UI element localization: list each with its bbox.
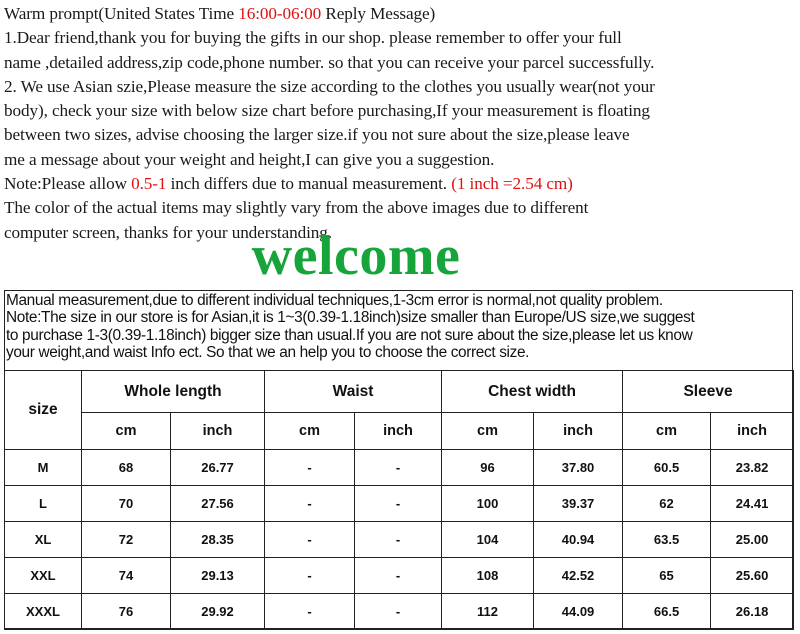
- size-label: XL: [5, 522, 82, 558]
- table-cell: 25.60: [711, 558, 794, 594]
- size-note-line-4: your weight,and waist Info ect. So that we an help you to choose the correct size.: [6, 344, 530, 362]
- notice-line-4: 2. We use Asian szie,Please measure the size according to the clothes you usually wear(not your: [4, 76, 655, 96]
- table-cell: -: [265, 558, 355, 594]
- size-chart-note: [6, 292, 792, 362]
- size-note-line-1: Manual measurement,due to different individual techniques,1-3cm error is normal,not quality problem.: [6, 292, 663, 309]
- table-cell: -: [355, 486, 442, 522]
- table-cell: 108: [442, 558, 534, 594]
- table-cell: 26.18: [711, 594, 794, 630]
- table-group-header-row: [5, 371, 794, 413]
- notice-line-3: name ,detailed address,zip code,phone number. so that you can receive your parcel successfully.: [4, 52, 655, 72]
- unit-header: inch: [534, 413, 623, 450]
- table-cell: 40.94: [534, 522, 623, 558]
- table-cell: -: [265, 522, 355, 558]
- shop-notice: [4, 2, 796, 245]
- table-cell: 27.56: [171, 486, 265, 522]
- table-unit-header-row: [5, 413, 794, 450]
- table-cell: 28.35: [171, 522, 265, 558]
- inch-conversion-highlight: (1 inch =2.54 cm): [451, 174, 573, 194]
- unit-header: cm: [82, 413, 171, 450]
- table-cell: -: [265, 450, 355, 486]
- notice-line-7: me a message about your weight and height,I can give you a suggestion.: [4, 149, 495, 169]
- table-cell: -: [355, 594, 442, 630]
- table-cell: -: [355, 558, 442, 594]
- unit-header: inch: [171, 413, 265, 450]
- table-row: [5, 522, 794, 558]
- table-cell: 63.5: [623, 522, 711, 558]
- table-cell: 100: [442, 486, 534, 522]
- table-cell: 96: [442, 450, 534, 486]
- unit-header: inch: [355, 413, 442, 450]
- table-cell: 37.80: [534, 450, 623, 486]
- table-cell: 24.41: [711, 486, 794, 522]
- notice-line-10: computer screen, thanks for your understanding.: [4, 222, 332, 242]
- table-row: [5, 594, 794, 630]
- unit-header: inch: [711, 413, 794, 450]
- table-row: [5, 486, 794, 522]
- size-label: M: [5, 450, 82, 486]
- waist-header: Waist: [265, 371, 442, 413]
- table-cell: 29.92: [171, 594, 265, 630]
- table-cell: 26.77: [171, 450, 265, 486]
- table-cell: 25.00: [711, 522, 794, 558]
- table-cell: 74: [82, 558, 171, 594]
- table-cell: 70: [82, 486, 171, 522]
- table-cell: 76: [82, 594, 171, 630]
- unit-header: cm: [442, 413, 534, 450]
- notice-line-5: body), check your size with below size chart before purchasing,If your measurement is floating: [4, 101, 650, 121]
- notice-line-8: Note:Please allow 0.5-1 inch differs due to manual measurement. (1 inch =2.54 cm): [4, 174, 573, 194]
- table-cell: 66.5: [623, 594, 711, 630]
- table-cell: 29.13: [171, 558, 265, 594]
- table-cell: 60.5: [623, 450, 711, 486]
- size-note-line-3: to purchase 1-3(0.39-1.18inch) bigger size than usual.If you are not sure about the size,please let us know: [6, 326, 693, 344]
- table-cell: 44.09: [534, 594, 623, 630]
- size-column-header: size: [5, 371, 82, 450]
- size-label: XXXL: [5, 594, 82, 630]
- tolerance-highlight: 0.5-1: [131, 174, 167, 194]
- table-cell: 104: [442, 522, 534, 558]
- table-cell: 65: [623, 558, 711, 594]
- size-chart-table: [4, 370, 794, 630]
- table-cell: -: [355, 450, 442, 486]
- notice-line-6: between two sizes, advise choosing the larger size.if you not sure about the size,please leave: [4, 125, 630, 145]
- chest-width-header: Chest width: [442, 371, 623, 413]
- size-note-line-2: Note:The size in our store is for Asian,it is 1~3(0.39-1.18inch)size smaller than Europe/US size,we suggest: [6, 309, 695, 327]
- size-label: XXL: [5, 558, 82, 594]
- table-cell: 62: [623, 486, 711, 522]
- table-row: [5, 450, 794, 486]
- table-cell: -: [265, 486, 355, 522]
- welcome-banner: welcome: [251, 225, 461, 287]
- table-cell: 68: [82, 450, 171, 486]
- reply-time-highlight: 16:00-06:00: [238, 4, 322, 23]
- unit-header: cm: [623, 413, 711, 450]
- table-cell: 72: [82, 522, 171, 558]
- notice-line-2: 1.Dear friend,thank you for buying the gifts in our shop. please remember to offer your full: [4, 28, 622, 48]
- table-cell: -: [265, 594, 355, 630]
- table-cell: 42.52: [534, 558, 623, 594]
- table-cell: 112: [442, 594, 534, 630]
- unit-header: cm: [265, 413, 355, 450]
- notice-line-9: The color of the actual items may slightly vary from the above images due to different: [4, 198, 589, 218]
- table-row: [5, 558, 794, 594]
- table-cell: 23.82: [711, 450, 794, 486]
- size-label: L: [5, 486, 82, 522]
- table-cell: 39.37: [534, 486, 623, 522]
- sleeve-header: Sleeve: [623, 371, 794, 413]
- whole-length-header: Whole length: [82, 371, 265, 413]
- table-cell: -: [355, 522, 442, 558]
- notice-line-1: Warm prompt(United States Time 16:00-06:00 Reply Message): [4, 4, 436, 23]
